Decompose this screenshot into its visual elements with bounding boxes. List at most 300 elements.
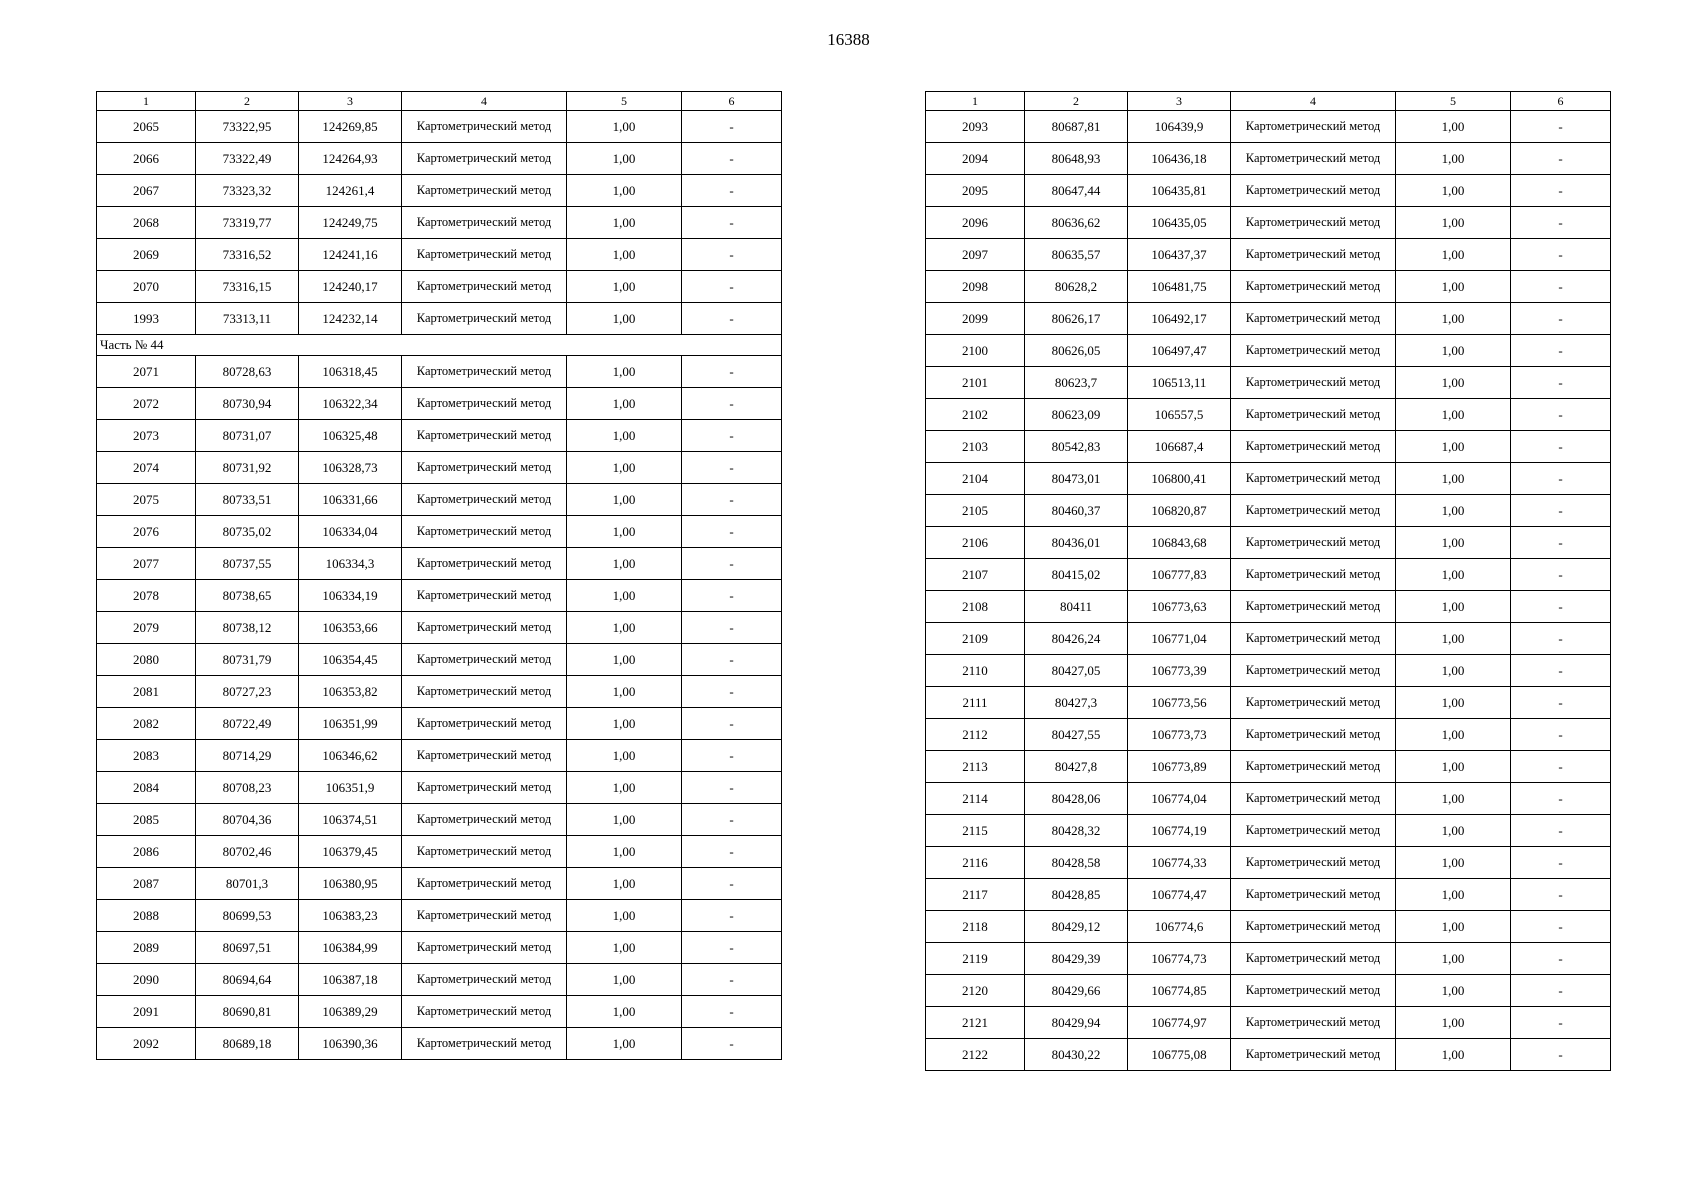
table-row	[926, 271, 1611, 303]
accuracy-cell: 1,00	[1396, 655, 1511, 687]
accuracy-cell: 1,00	[567, 303, 682, 335]
method-cell: Картометрический метод	[402, 612, 567, 644]
method-cell: Картометрический метод	[1231, 1039, 1396, 1071]
method-cell: Картометрический метод	[402, 996, 567, 1028]
table-row	[97, 644, 782, 676]
point-number-cell: 2078	[97, 580, 196, 612]
point-number-cell: 2118	[926, 911, 1025, 943]
table-row	[97, 516, 782, 548]
accuracy-cell: 1,00	[1396, 175, 1511, 207]
y-coordinate-cell: 106774,73	[1128, 943, 1231, 975]
description-cell: -	[1511, 143, 1611, 175]
point-number-cell: 2088	[97, 900, 196, 932]
x-coordinate-cell: 80722,49	[196, 708, 299, 740]
description-cell: -	[682, 964, 782, 996]
method-cell: Картометрический метод	[402, 964, 567, 996]
table-row	[926, 431, 1611, 463]
point-number-cell: 2104	[926, 463, 1025, 495]
accuracy-cell: 1,00	[567, 676, 682, 708]
table-row	[926, 1007, 1611, 1039]
y-coordinate-cell: 124232,14	[299, 303, 402, 335]
x-coordinate-cell: 80626,17	[1025, 303, 1128, 335]
column-header: 1	[97, 92, 196, 111]
method-cell: Картометрический метод	[402, 1028, 567, 1060]
x-coordinate-cell: 80708,23	[196, 772, 299, 804]
description-cell: -	[1511, 495, 1611, 527]
accuracy-cell: 1,00	[1396, 111, 1511, 143]
description-cell: -	[682, 420, 782, 452]
description-cell: -	[1511, 751, 1611, 783]
y-coordinate-cell: 106383,23	[299, 900, 402, 932]
x-coordinate-cell: 80430,22	[1025, 1039, 1128, 1071]
accuracy-cell: 1,00	[567, 772, 682, 804]
accuracy-cell: 1,00	[567, 996, 682, 1028]
table-row	[926, 463, 1611, 495]
description-cell: -	[1511, 687, 1611, 719]
x-coordinate-cell: 80735,02	[196, 516, 299, 548]
description-cell: -	[682, 516, 782, 548]
accuracy-cell: 1,00	[1396, 943, 1511, 975]
point-number-cell: 2097	[926, 239, 1025, 271]
x-coordinate-cell: 80636,62	[1025, 207, 1128, 239]
x-coordinate-cell: 80429,94	[1025, 1007, 1128, 1039]
description-cell: -	[682, 868, 782, 900]
description-cell: -	[682, 207, 782, 239]
description-cell: -	[1511, 559, 1611, 591]
y-coordinate-cell: 106774,85	[1128, 975, 1231, 1007]
accuracy-cell: 1,00	[567, 175, 682, 207]
y-coordinate-cell: 106351,99	[299, 708, 402, 740]
method-cell: Картометрический метод	[1231, 1007, 1396, 1039]
y-coordinate-cell: 106774,04	[1128, 783, 1231, 815]
accuracy-cell: 1,00	[1396, 463, 1511, 495]
table-row	[926, 367, 1611, 399]
x-coordinate-cell: 80737,55	[196, 548, 299, 580]
method-cell: Картометрический метод	[1231, 399, 1396, 431]
point-number-cell: 2117	[926, 879, 1025, 911]
accuracy-cell: 1,00	[567, 143, 682, 175]
x-coordinate-cell: 80623,09	[1025, 399, 1128, 431]
y-coordinate-cell: 124240,17	[299, 271, 402, 303]
accuracy-cell: 1,00	[1396, 975, 1511, 1007]
method-cell: Картометрический метод	[1231, 143, 1396, 175]
description-cell: -	[1511, 303, 1611, 335]
x-coordinate-cell: 80427,05	[1025, 655, 1128, 687]
table-row	[926, 495, 1611, 527]
table-row	[97, 175, 782, 207]
y-coordinate-cell: 106439,9	[1128, 111, 1231, 143]
method-cell: Картометрический метод	[1231, 591, 1396, 623]
y-coordinate-cell: 106328,73	[299, 452, 402, 484]
method-cell: Картометрический метод	[1231, 975, 1396, 1007]
x-coordinate-cell: 80690,81	[196, 996, 299, 1028]
point-number-cell: 2076	[97, 516, 196, 548]
x-coordinate-cell: 80623,7	[1025, 367, 1128, 399]
table-row	[926, 335, 1611, 367]
point-number-cell: 2093	[926, 111, 1025, 143]
table-row	[97, 612, 782, 644]
x-coordinate-cell: 80436,01	[1025, 527, 1128, 559]
point-number-cell: 2083	[97, 740, 196, 772]
accuracy-cell: 1,00	[1396, 207, 1511, 239]
point-number-cell: 2110	[926, 655, 1025, 687]
method-cell: Картометрический метод	[402, 452, 567, 484]
method-cell: Картометрический метод	[1231, 815, 1396, 847]
description-cell: -	[682, 740, 782, 772]
y-coordinate-cell: 106771,04	[1128, 623, 1231, 655]
method-cell: Картометрический метод	[402, 356, 567, 388]
x-coordinate-cell: 80427,55	[1025, 719, 1128, 751]
accuracy-cell: 1,00	[1396, 239, 1511, 271]
accuracy-cell: 1,00	[567, 900, 682, 932]
method-cell: Картометрический метод	[1231, 463, 1396, 495]
method-cell: Картометрический метод	[402, 676, 567, 708]
point-number-cell: 2105	[926, 495, 1025, 527]
table-row	[926, 207, 1611, 239]
point-number-cell: 2121	[926, 1007, 1025, 1039]
method-cell: Картометрический метод	[402, 484, 567, 516]
y-coordinate-cell: 106435,81	[1128, 175, 1231, 207]
method-cell: Картометрический метод	[402, 900, 567, 932]
x-coordinate-cell: 73322,49	[196, 143, 299, 175]
table-row	[97, 1028, 782, 1060]
table-row	[926, 687, 1611, 719]
point-number-cell: 2095	[926, 175, 1025, 207]
table-row	[97, 388, 782, 420]
method-cell: Картометрический метод	[1231, 847, 1396, 879]
table-row	[97, 143, 782, 175]
x-coordinate-cell: 80697,51	[196, 932, 299, 964]
accuracy-cell: 1,00	[567, 356, 682, 388]
table-row	[97, 996, 782, 1028]
table-row	[926, 1039, 1611, 1071]
table-row	[926, 591, 1611, 623]
y-coordinate-cell: 106387,18	[299, 964, 402, 996]
point-number-cell: 2089	[97, 932, 196, 964]
coordinates-table-right	[925, 91, 1611, 1071]
table-row	[97, 836, 782, 868]
column-header: 1	[926, 92, 1025, 111]
y-coordinate-cell: 106322,34	[299, 388, 402, 420]
point-number-cell: 2101	[926, 367, 1025, 399]
x-coordinate-cell: 80429,66	[1025, 975, 1128, 1007]
table-row	[97, 239, 782, 271]
method-cell: Картометрический метод	[402, 271, 567, 303]
accuracy-cell: 1,00	[1396, 527, 1511, 559]
table-row	[97, 964, 782, 996]
method-cell: Картометрический метод	[1231, 495, 1396, 527]
y-coordinate-cell: 106380,95	[299, 868, 402, 900]
description-cell: -	[1511, 719, 1611, 751]
y-coordinate-cell: 106334,19	[299, 580, 402, 612]
point-number-cell: 2112	[926, 719, 1025, 751]
description-cell: -	[1511, 399, 1611, 431]
point-number-cell: 2068	[97, 207, 196, 239]
description-cell: -	[1511, 815, 1611, 847]
point-number-cell: 2074	[97, 452, 196, 484]
table-row	[97, 452, 782, 484]
method-cell: Картометрический метод	[1231, 687, 1396, 719]
accuracy-cell: 1,00	[567, 452, 682, 484]
point-number-cell: 2115	[926, 815, 1025, 847]
table-row	[97, 484, 782, 516]
point-number-cell: 2070	[97, 271, 196, 303]
accuracy-cell: 1,00	[1396, 1039, 1511, 1071]
column-header: 2	[196, 92, 299, 111]
column-header: 3	[1128, 92, 1231, 111]
x-coordinate-cell: 80702,46	[196, 836, 299, 868]
point-number-cell: 2087	[97, 868, 196, 900]
point-number-cell: 2114	[926, 783, 1025, 815]
description-cell: -	[682, 900, 782, 932]
x-coordinate-cell: 80626,05	[1025, 335, 1128, 367]
method-cell: Картометрический метод	[402, 932, 567, 964]
method-cell: Картометрический метод	[1231, 911, 1396, 943]
point-number-cell: 2086	[97, 836, 196, 868]
y-coordinate-cell: 106820,87	[1128, 495, 1231, 527]
description-cell: -	[682, 932, 782, 964]
x-coordinate-cell: 80738,65	[196, 580, 299, 612]
description-cell: -	[1511, 655, 1611, 687]
y-coordinate-cell: 106800,41	[1128, 463, 1231, 495]
y-coordinate-cell: 106687,4	[1128, 431, 1231, 463]
x-coordinate-cell: 80730,94	[196, 388, 299, 420]
column-header: 2	[1025, 92, 1128, 111]
method-cell: Картометрический метод	[1231, 655, 1396, 687]
coordinates-table-left	[96, 91, 782, 1060]
description-cell: -	[682, 676, 782, 708]
description-cell: -	[1511, 943, 1611, 975]
x-coordinate-cell: 73316,52	[196, 239, 299, 271]
x-coordinate-cell: 80731,79	[196, 644, 299, 676]
x-coordinate-cell: 73313,11	[196, 303, 299, 335]
point-number-cell: 2106	[926, 527, 1025, 559]
x-coordinate-cell: 73316,15	[196, 271, 299, 303]
table-row	[926, 559, 1611, 591]
table-row	[926, 783, 1611, 815]
method-cell: Картометрический метод	[402, 740, 567, 772]
column-header: 6	[682, 92, 782, 111]
accuracy-cell: 1,00	[1396, 623, 1511, 655]
y-coordinate-cell: 106777,83	[1128, 559, 1231, 591]
table-row	[926, 175, 1611, 207]
y-coordinate-cell: 106346,62	[299, 740, 402, 772]
point-number-cell: 2084	[97, 772, 196, 804]
method-cell: Картометрический метод	[402, 207, 567, 239]
y-coordinate-cell: 106774,19	[1128, 815, 1231, 847]
accuracy-cell: 1,00	[1396, 399, 1511, 431]
accuracy-cell: 1,00	[567, 516, 682, 548]
x-coordinate-cell: 80647,44	[1025, 175, 1128, 207]
point-number-cell: 2073	[97, 420, 196, 452]
method-cell: Картометрический метод	[402, 516, 567, 548]
y-coordinate-cell: 106435,05	[1128, 207, 1231, 239]
description-cell: -	[1511, 431, 1611, 463]
table-row	[926, 399, 1611, 431]
table-row	[97, 708, 782, 740]
accuracy-cell: 1,00	[567, 420, 682, 452]
description-cell: -	[1511, 239, 1611, 271]
table-row	[97, 580, 782, 612]
description-cell: -	[682, 836, 782, 868]
accuracy-cell: 1,00	[567, 111, 682, 143]
description-cell: -	[682, 772, 782, 804]
method-cell: Картометрический метод	[1231, 271, 1396, 303]
description-cell: -	[682, 548, 782, 580]
accuracy-cell: 1,00	[567, 804, 682, 836]
y-coordinate-cell: 106774,33	[1128, 847, 1231, 879]
description-cell: -	[682, 303, 782, 335]
accuracy-cell: 1,00	[567, 964, 682, 996]
x-coordinate-cell: 80694,64	[196, 964, 299, 996]
description-cell: -	[682, 388, 782, 420]
x-coordinate-cell: 80428,58	[1025, 847, 1128, 879]
column-header: 5	[567, 92, 682, 111]
accuracy-cell: 1,00	[1396, 783, 1511, 815]
method-cell: Картометрический метод	[1231, 431, 1396, 463]
y-coordinate-cell: 106481,75	[1128, 271, 1231, 303]
point-number-cell: 2100	[926, 335, 1025, 367]
y-coordinate-cell: 106774,47	[1128, 879, 1231, 911]
y-coordinate-cell: 124264,93	[299, 143, 402, 175]
accuracy-cell: 1,00	[1396, 815, 1511, 847]
x-coordinate-cell: 80426,24	[1025, 623, 1128, 655]
table-row	[97, 804, 782, 836]
description-cell: -	[1511, 911, 1611, 943]
x-coordinate-cell: 73323,32	[196, 175, 299, 207]
table-row	[926, 623, 1611, 655]
table-row	[926, 239, 1611, 271]
x-coordinate-cell: 73319,77	[196, 207, 299, 239]
point-number-cell: 2103	[926, 431, 1025, 463]
method-cell: Картометрический метод	[402, 644, 567, 676]
description-cell: -	[682, 143, 782, 175]
accuracy-cell: 1,00	[567, 207, 682, 239]
description-cell: -	[1511, 975, 1611, 1007]
description-cell: -	[682, 452, 782, 484]
point-number-cell: 2098	[926, 271, 1025, 303]
accuracy-cell: 1,00	[1396, 495, 1511, 527]
y-coordinate-cell: 106379,45	[299, 836, 402, 868]
x-coordinate-cell: 80704,36	[196, 804, 299, 836]
description-cell: -	[682, 804, 782, 836]
accuracy-cell: 1,00	[567, 239, 682, 271]
point-number-cell: 2077	[97, 548, 196, 580]
accuracy-cell: 1,00	[1396, 335, 1511, 367]
y-coordinate-cell: 106331,66	[299, 484, 402, 516]
accuracy-cell: 1,00	[567, 1028, 682, 1060]
method-cell: Картометрический метод	[1231, 335, 1396, 367]
method-cell: Картометрический метод	[1231, 719, 1396, 751]
table-row	[97, 932, 782, 964]
method-cell: Картометрический метод	[1231, 783, 1396, 815]
table-row	[926, 143, 1611, 175]
y-coordinate-cell: 106513,11	[1128, 367, 1231, 399]
description-cell: -	[1511, 1007, 1611, 1039]
point-number-cell: 2091	[97, 996, 196, 1028]
method-cell: Картометрический метод	[1231, 111, 1396, 143]
table-header-row	[926, 92, 1611, 111]
y-coordinate-cell: 106843,68	[1128, 527, 1231, 559]
y-coordinate-cell: 106390,36	[299, 1028, 402, 1060]
table-row	[97, 111, 782, 143]
table-row	[926, 303, 1611, 335]
x-coordinate-cell: 80714,29	[196, 740, 299, 772]
description-cell: -	[1511, 271, 1611, 303]
method-cell: Картометрический метод	[402, 420, 567, 452]
accuracy-cell: 1,00	[567, 580, 682, 612]
table-row	[926, 879, 1611, 911]
accuracy-cell: 1,00	[1396, 751, 1511, 783]
x-coordinate-cell: 80427,3	[1025, 687, 1128, 719]
point-number-cell: 2107	[926, 559, 1025, 591]
x-coordinate-cell: 80429,39	[1025, 943, 1128, 975]
point-number-cell: 2065	[97, 111, 196, 143]
description-cell: -	[1511, 111, 1611, 143]
description-cell: -	[1511, 847, 1611, 879]
method-cell: Картометрический метод	[1231, 175, 1396, 207]
description-cell: -	[682, 484, 782, 516]
description-cell: -	[1511, 207, 1611, 239]
x-coordinate-cell: 80687,81	[1025, 111, 1128, 143]
table-row	[926, 111, 1611, 143]
y-coordinate-cell: 106773,39	[1128, 655, 1231, 687]
y-coordinate-cell: 124269,85	[299, 111, 402, 143]
point-number-cell: 2067	[97, 175, 196, 207]
y-coordinate-cell: 106773,89	[1128, 751, 1231, 783]
description-cell: -	[1511, 591, 1611, 623]
table-row	[97, 356, 782, 388]
accuracy-cell: 1,00	[1396, 271, 1511, 303]
point-number-cell: 2075	[97, 484, 196, 516]
table-row	[97, 207, 782, 239]
accuracy-cell: 1,00	[567, 836, 682, 868]
description-cell: -	[1511, 367, 1611, 399]
x-coordinate-cell: 73322,95	[196, 111, 299, 143]
x-coordinate-cell: 80731,07	[196, 420, 299, 452]
accuracy-cell: 1,00	[1396, 367, 1511, 399]
x-coordinate-cell: 80699,53	[196, 900, 299, 932]
y-coordinate-cell: 124241,16	[299, 239, 402, 271]
method-cell: Картометрический метод	[1231, 943, 1396, 975]
description-cell: -	[1511, 175, 1611, 207]
column-header: 5	[1396, 92, 1511, 111]
point-number-cell: 2080	[97, 644, 196, 676]
y-coordinate-cell: 106774,97	[1128, 1007, 1231, 1039]
y-coordinate-cell: 124261,4	[299, 175, 402, 207]
table-row	[926, 911, 1611, 943]
point-number-cell: 2082	[97, 708, 196, 740]
accuracy-cell: 1,00	[567, 740, 682, 772]
method-cell: Картометрический метод	[1231, 879, 1396, 911]
method-cell: Картометрический метод	[1231, 207, 1396, 239]
accuracy-cell: 1,00	[567, 868, 682, 900]
y-coordinate-cell: 106773,73	[1128, 719, 1231, 751]
x-coordinate-cell: 80727,23	[196, 676, 299, 708]
accuracy-cell: 1,00	[1396, 687, 1511, 719]
method-cell: Картометрический метод	[1231, 623, 1396, 655]
y-coordinate-cell: 106374,51	[299, 804, 402, 836]
column-header: 6	[1511, 92, 1611, 111]
y-coordinate-cell: 106334,3	[299, 548, 402, 580]
description-cell: -	[1511, 879, 1611, 911]
y-coordinate-cell: 106318,45	[299, 356, 402, 388]
table-row	[97, 772, 782, 804]
x-coordinate-cell: 80733,51	[196, 484, 299, 516]
description-cell: -	[682, 708, 782, 740]
description-cell: -	[1511, 463, 1611, 495]
method-cell: Картометрический метод	[402, 548, 567, 580]
